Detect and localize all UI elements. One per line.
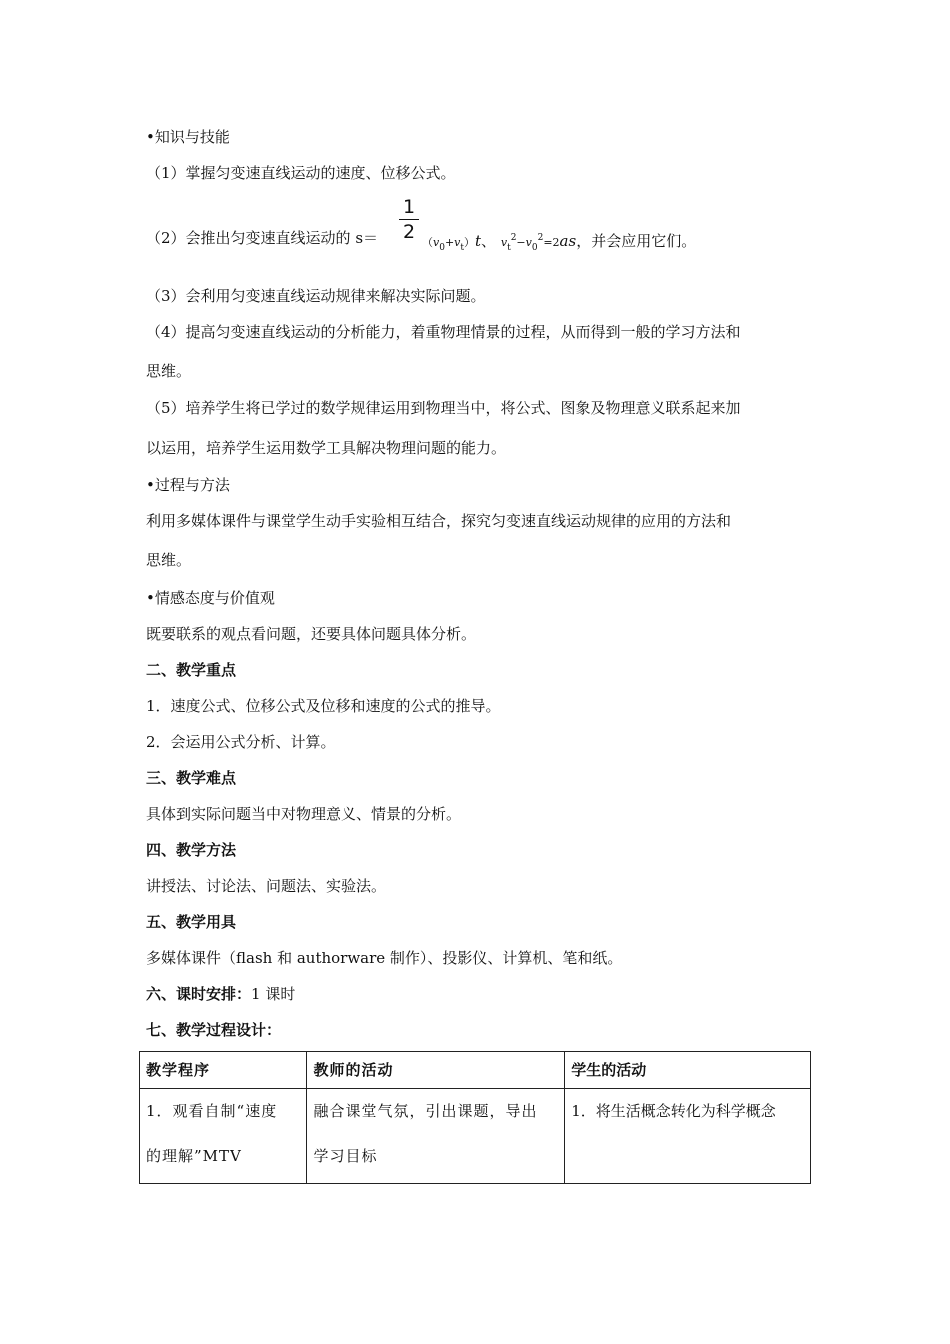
procedure-line1: 1．观看自制“速度 xyxy=(146,1102,278,1120)
objective-item-2-tail: ，并会应用它们。 xyxy=(576,232,697,250)
equals-two: =2 xyxy=(543,236,560,249)
sub-t-2: t xyxy=(507,243,511,253)
attitude-text: 既要联系的观点看问题，还要具体问题具体分析。 xyxy=(146,625,477,643)
formula-expression xyxy=(422,228,696,258)
objective-item-4-line1: （4）提高匀变速直线运动的分析能力，着重物理情景的过程，从而得到一般的学习方法和 xyxy=(146,323,741,341)
process-line2: 思维。 xyxy=(146,551,192,569)
table-row xyxy=(140,1089,811,1184)
heading-attitude: •情感态度与价值观 xyxy=(146,589,275,607)
teacher-line1: 融合课堂气氛，引出课题，导出 xyxy=(313,1102,538,1120)
procedure-line2: 的理解”MTV xyxy=(146,1147,242,1165)
section-method-title: 四、教学方法 xyxy=(146,841,237,859)
sup-2a: 2 xyxy=(510,233,517,243)
key-point-2: 2．会运用公式分析、计算。 xyxy=(146,733,336,751)
var-v0: v xyxy=(433,236,440,249)
sub-t: t xyxy=(460,243,465,253)
var-as: as xyxy=(559,232,577,250)
cell-procedure xyxy=(140,1089,307,1184)
var-vt: v xyxy=(454,236,461,249)
heading-knowledge-skills: •知识与技能 xyxy=(146,128,230,146)
teaching-process-table xyxy=(139,1051,811,1184)
paren-close: ） xyxy=(464,236,476,249)
cell-student: 1．将生活概念转化为科学概念 xyxy=(565,1089,811,1184)
var-t: t xyxy=(475,232,482,250)
objective-item-4-line2: 思维。 xyxy=(146,362,192,380)
paren-open: （ xyxy=(422,236,433,249)
objective-item-1: （1）掌握匀变速直线运动的速度、位移公式。 xyxy=(146,164,456,182)
objective-item-3: （3）会利用匀变速直线运动规律来解决实际问题。 xyxy=(146,287,486,305)
plus-sign: + xyxy=(444,236,455,249)
tools-text: 多媒体课件（flash 和 authorware 制作）、投影仪、计算机、笔和纸。 xyxy=(146,949,623,967)
cell-teacher xyxy=(307,1089,565,1184)
section-tools-title: 五、教学用具 xyxy=(146,913,237,931)
objective-item-2 xyxy=(146,196,846,256)
key-point-1: 1．速度公式、位移公式及位移和速度的公式的推导。 xyxy=(146,697,501,715)
sub-0: 0 xyxy=(439,243,445,253)
fraction-bar xyxy=(399,219,419,220)
sub-0-2: 0 xyxy=(531,243,538,253)
difficulty-text: 具体到实际问题当中对物理意义、情景的分析。 xyxy=(146,805,462,823)
method-text: 讲授法、讨论法、问题法、实验法。 xyxy=(146,877,387,895)
section-difficulty-title: 三、教学难点 xyxy=(146,769,237,787)
section-key-points-title: 二、教学重点 xyxy=(146,661,237,679)
objective-item-2-text: （2）会推出匀变速直线运动的 s＝ xyxy=(146,229,379,247)
minus-sign: − xyxy=(516,236,526,249)
var-v0-2: v xyxy=(525,236,532,249)
objective-item-5-line2: 以运用，培养学生运用数学工具解决物理问题的能力。 xyxy=(146,439,507,457)
schedule-value: 1 课时 xyxy=(251,985,296,1003)
section-design-title: 七、教学过程设计： xyxy=(146,1021,282,1039)
header-teacher-activity: 教师的活动 xyxy=(307,1052,565,1089)
fraction-numerator: 1 xyxy=(402,196,416,218)
sup-2b: 2 xyxy=(537,233,544,243)
var-vt-2: v xyxy=(500,236,508,249)
header-student-activity: 学生的活动 xyxy=(565,1052,811,1089)
heading-process-method: •过程与方法 xyxy=(146,476,230,494)
fraction-denominator: 2 xyxy=(402,221,416,243)
teacher-line2: 学习目标 xyxy=(313,1147,378,1165)
separator: 、 xyxy=(481,232,497,250)
section-schedule xyxy=(146,984,295,1004)
process-line1: 利用多媒体课件与课堂学生动手实验相互结合，探究匀变速直线运动规律的应用的方法和 xyxy=(146,512,732,530)
fraction-one-half xyxy=(399,196,419,243)
objective-item-5-line1: （5）培养学生将已学过的数学规律运用到物理当中，将公式、图象及物理意义联系起来加 xyxy=(146,399,741,417)
header-procedure: 教学程序 xyxy=(140,1052,307,1089)
table-header-row xyxy=(140,1052,811,1089)
schedule-title: 六、课时安排： xyxy=(146,985,252,1003)
